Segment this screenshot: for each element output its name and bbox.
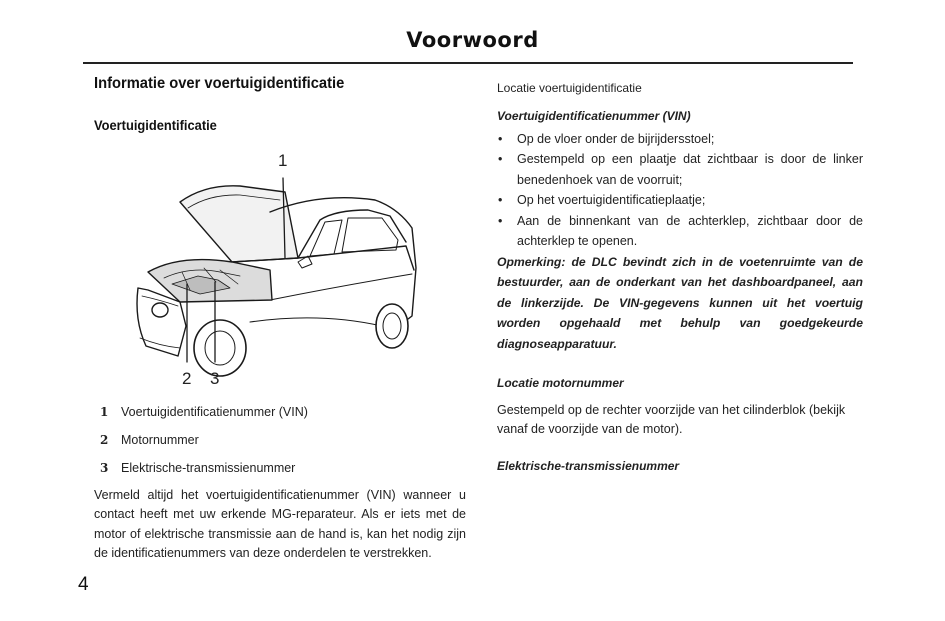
- legend-number: 1: [100, 405, 109, 419]
- legend-item: [100, 461, 295, 475]
- callout-2: 2: [182, 369, 192, 388]
- legend-number: 2: [100, 433, 109, 447]
- header-rule: [83, 62, 853, 64]
- legend-item: [100, 433, 199, 447]
- legend-label: Voertuigidentificatienummer (VIN): [121, 405, 308, 419]
- vin-location-list: [497, 129, 863, 251]
- intro-paragraph: Vermeld altijd het voertuigidentificatienummer (VIN) wanneer u contact heeft met uw erkende MG-reparateur. Als er iets met de motor of elektrische transmissie aan de hand is, kan het nodig zijn de identificatienummers van deze onderdelen te verstrekken.: [94, 488, 466, 560]
- list-item: • Gestempeld op een plaatje dat zichtbaar is door de linker benedenhoek van de voorruit;: [497, 149, 863, 190]
- list-item: • Aan de binnenkant van de achterklep, zichtbaar door de achterklep te openen.: [497, 211, 863, 252]
- vehicle-figure: [120, 150, 420, 390]
- legend-label: Elektrische-transmissienummer: [121, 461, 296, 475]
- list-item: • Op het voertuigidentificatieplaatje;: [497, 190, 863, 210]
- legend-number: 3: [100, 461, 109, 475]
- list-item: • Op de vloer onder de bijrijdersstoel;: [497, 129, 863, 149]
- vin-heading: Voertuigidentificatienummer (VIN): [497, 109, 691, 123]
- page-title: Voorwoord: [406, 28, 539, 52]
- callout-1: 1: [278, 151, 288, 170]
- car-hood-open-illustration: [120, 150, 420, 390]
- legend-item: [100, 405, 308, 419]
- transmission-heading: Elektrische-transmissienummer: [497, 459, 680, 473]
- legend-label: Motornummer: [121, 433, 199, 447]
- dlc-note: Opmerking: de DLC bevindt zich in de voetenruimte van de bestuurder, aan de onderkant van het dashboardpaneel, aan de linkerzijde. De VIN-gegevens kunnen uit het voertuig worden opgehaald met behulp van goedgekeurde diagnoseapparatuur.: [497, 255, 863, 351]
- engine-text: Gestempeld op de rechter voorzijde van het cilinderblok (bekijk vanaf de voorzijde van de motor).: [497, 403, 846, 437]
- location-title: Locatie voertuigidentificatie: [497, 81, 642, 95]
- section-title: Informatie over voertuigidentificatie: [94, 75, 345, 92]
- page-number: 4: [78, 574, 89, 595]
- subsection-title: Voertuigidentificatie: [94, 117, 217, 133]
- engine-heading: Locatie motornummer: [497, 376, 624, 390]
- callout-3: 3: [210, 369, 220, 388]
